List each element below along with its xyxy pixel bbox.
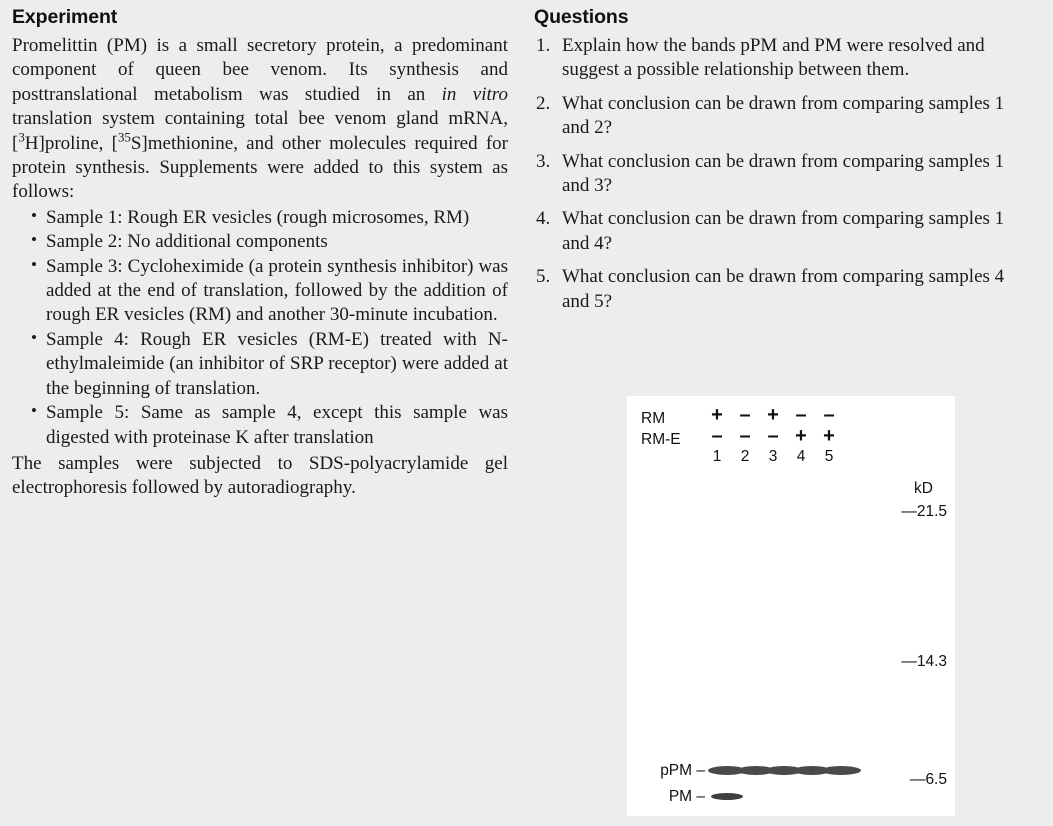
sign-cell: – <box>795 404 807 426</box>
experiment-column <box>12 6 508 826</box>
list-item: What conclusion can be drawn from comparing samples 4 and 5? <box>562 266 1005 312</box>
gel-row-label-rm: RM <box>641 410 666 427</box>
sign-cell: – <box>739 404 751 426</box>
gel-band-pm-lane1 <box>711 793 743 800</box>
band-label-pm: PM – <box>668 788 705 805</box>
sign-cell: – <box>711 425 723 447</box>
experiment-paragraph-1: Promelittin (PM) is a small secretory protein, a predominant component of queen bee venom. Its synthesis and posttranslational metabolism was studied in an in vitro translation system containing total bee venom gland mRNA, [$^3$H]proline, [$^{35}$S]methionine, and other molecules required for protein synthesis. Supplements were added to this system as follows: <box>12 35 508 203</box>
gel-sign-row-rm <box>703 405 843 426</box>
molecular-weight-unit: kD <box>914 480 933 497</box>
gel-lane-numbers <box>703 448 843 466</box>
sign-cell: + <box>711 404 723 426</box>
gel-row-labels <box>641 408 681 450</box>
sign-cell: + <box>767 404 779 426</box>
questions-heading: Questions <box>534 6 629 28</box>
list-item: What conclusion can be drawn from comparing samples 1 and 4? <box>562 208 1005 254</box>
lane-number: 2 <box>740 448 750 465</box>
sign-cell: + <box>795 425 807 447</box>
gel-sign-row-rme <box>703 426 843 447</box>
gel-band-ppm-lane5 <box>821 766 861 775</box>
sign-cell: – <box>767 425 779 447</box>
mw-marker-14-3: —14.3 <box>901 653 947 670</box>
list-item: • Sample 4: Rough ER vesicles (RM-E) treated with N-ethylmaleimide (an inhibitor of SRP receptor) were added at the beginning of translation. <box>30 328 508 401</box>
lane-number: 5 <box>824 448 834 465</box>
list-item: • Sample 1: Rough ER vesicles (rough microsomes, RM) <box>30 206 508 230</box>
lane-number: 3 <box>768 448 778 465</box>
sign-cell: + <box>823 425 835 447</box>
lane-number: 1 <box>712 448 722 465</box>
list-item: What conclusion can be drawn from comparing samples 1 and 2? <box>562 92 1005 139</box>
sign-cell: – <box>739 425 751 447</box>
gel-autoradiograph-figure <box>627 396 955 816</box>
list-item: Explain how the bands pPM and PM were resolved and suggest a possible relationship between them. <box>562 35 985 81</box>
list-item: What conclusion can be drawn from comparing samples 1 and 3? <box>562 150 1005 197</box>
lane-number: 4 <box>796 448 806 465</box>
gel-row-label-rme: RM-E <box>641 431 681 448</box>
mw-marker-6-5: —6.5 <box>909 771 947 788</box>
sign-cell: – <box>823 404 835 426</box>
experiment-heading: Experiment <box>12 6 118 28</box>
sample-list <box>12 206 508 450</box>
list-item: • Sample 5: Same as sample 4, except this sample was digested with proteinase K after translation <box>30 401 508 450</box>
experiment-paragraph-2: The samples were subjected to SDS-polyacrylamide gel electrophoresis followed by autoradiography. <box>12 452 508 499</box>
gel-sign-matrix <box>703 405 843 447</box>
list-item: • Sample 2: No additional components <box>30 230 508 254</box>
list-item: • Sample 3: Cycloheximide (a protein synthesis inhibitor) was added at the end of translation, followed by the addition of rough ER vesicles (RM) and another 30-minute incubation. <box>30 255 508 328</box>
band-label-ppm: pPM – <box>660 762 705 779</box>
mw-marker-21-5: —21.5 <box>901 503 947 520</box>
questions-list <box>534 34 1034 314</box>
